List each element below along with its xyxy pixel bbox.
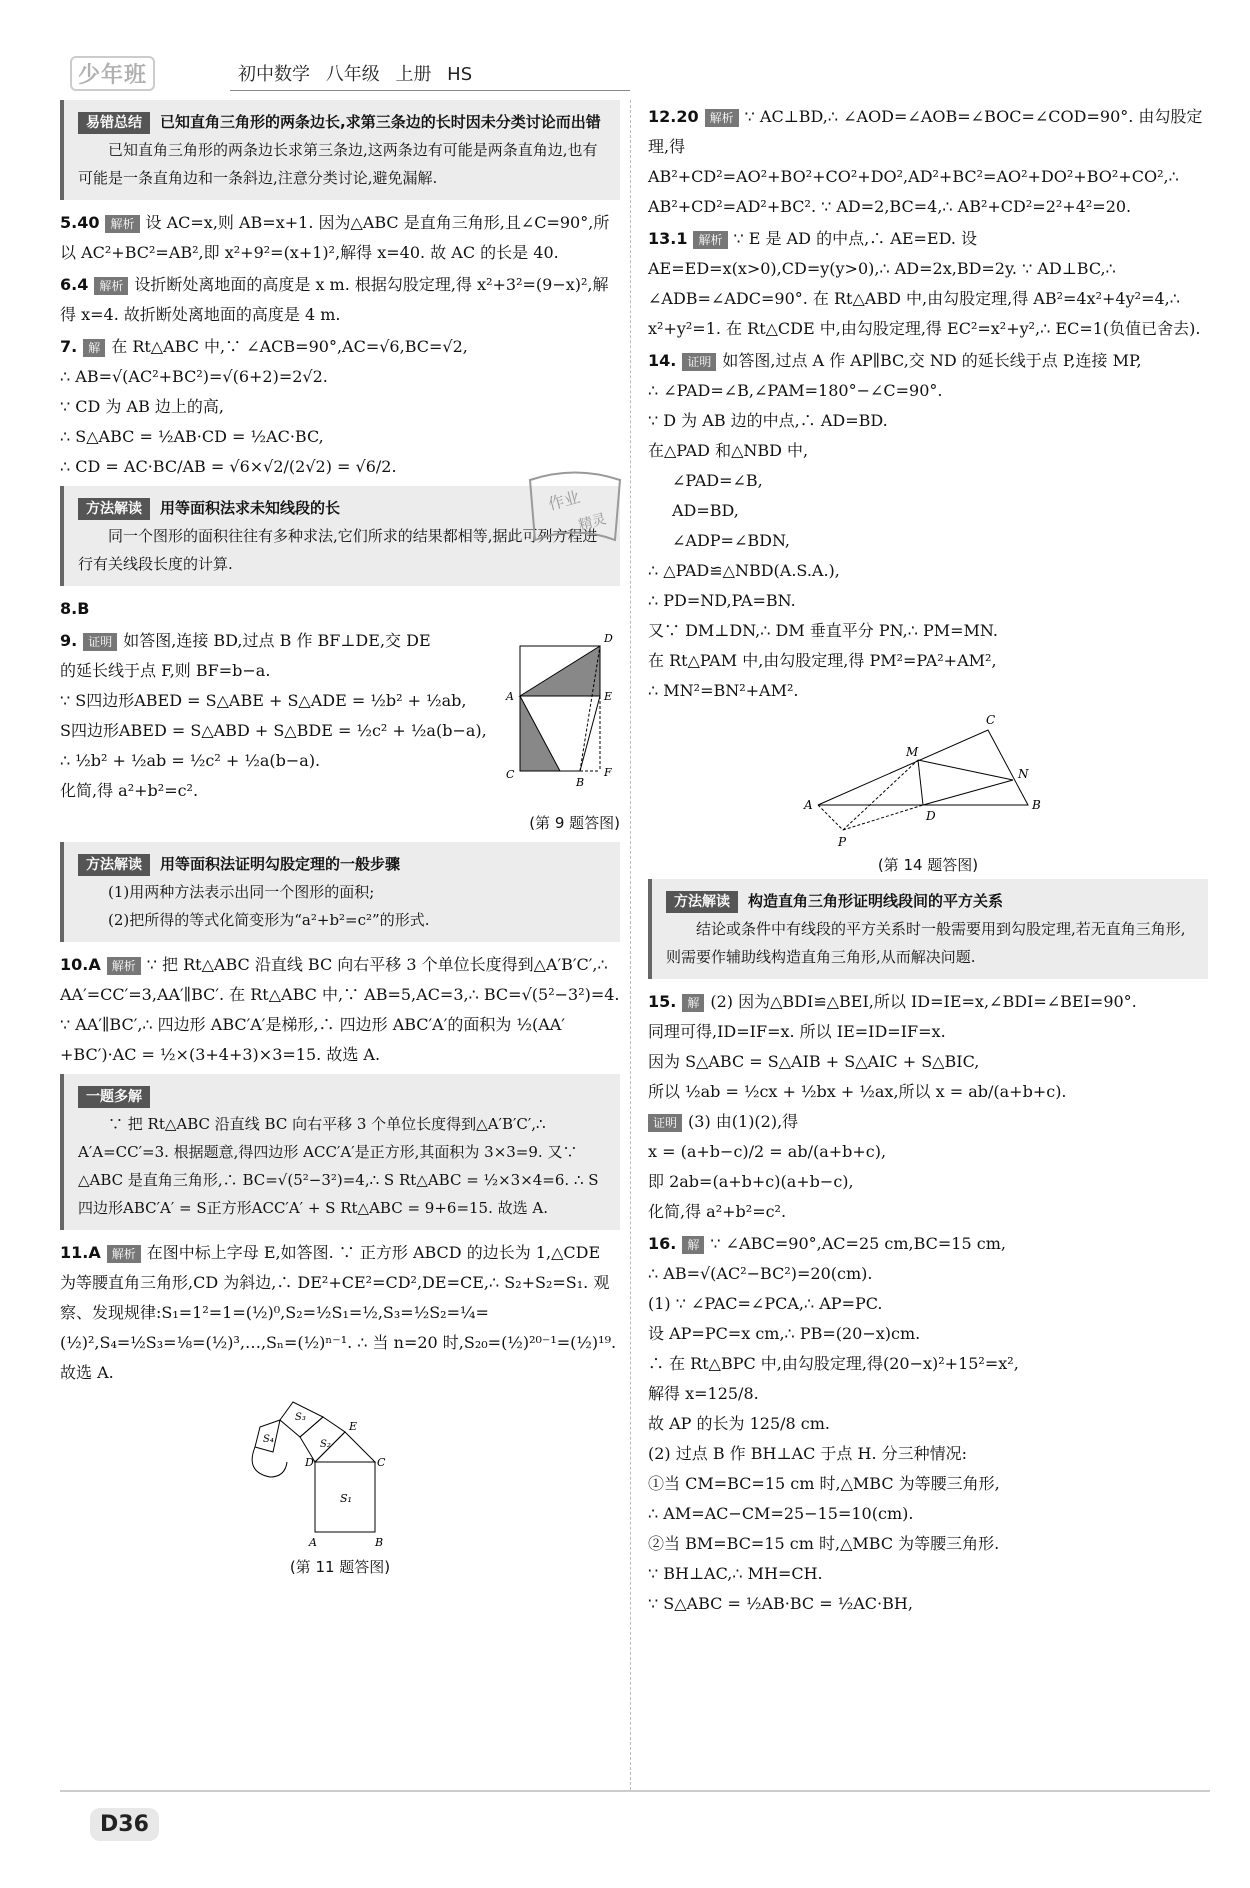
q16-line: (1) ∵ ∠PAC=∠PCA,∴ AP=PC. [648,1294,883,1313]
svg-text:D: D [305,1456,314,1469]
q9-mark: 证明 [83,633,117,651]
q15-line: (3) 由(1)(2),得 [688,1112,799,1131]
svg-text:M: M [906,745,919,759]
q9-line: ∴ ½b² + ½ab = ½c² + ½a(b−a). [60,751,321,770]
q7-line: ∵ CD 为 AB 边上的高, [60,397,224,416]
method-line: (1)用两种方法表示出同一个图形的面积; [108,883,375,901]
book-info: 初中数学 八年级 上册 HS [238,64,473,85]
q10-text: ∵ 把 Rt△ABC 沿直线 BC 向右平移 3 个单位长度得到△A′B′C′,∴ AA′=CC′=3,AA′∥BC′. 在 Rt△ABC 中,∵ AB=5,AC=3,∴ BC=√(5²−3²)=4. ∵ AA′∥BC′,∴ 四边形 ABC′A′是梯形,∴ 四边形 ABC′A′的面积为 ½(AA′+BC′)·AC = ½×(3+4+3)×3=15. 故选 A. [60,955,620,1064]
question-5 [60,208,620,268]
q9-number: 9. [60,631,78,650]
q12-mark: 解析 [705,109,739,127]
q5-text: 设 AC=x,则 AB=x+1. 因为△ABC 是直角三角形,且∠C=90°,所以 AC²+BC²=AB²,即 x²+9²=(x+1)²,解得 x=40. 故 AC 的长是 40. [60,213,610,262]
method-title: 用等面积法求未知线段的长 [160,499,341,517]
q16-line: (2) 过点 B 作 BH⊥AC 于点 H. 分三种情况: [648,1444,968,1463]
method-box-3 [648,879,1208,979]
q5-number: 5.40 [60,213,100,232]
q9-figure [500,626,620,796]
svg-text:C: C [986,713,996,727]
q16-number: 16. [648,1234,677,1253]
q16-line: ∵ S△ABC = ½AB·BC = ½AC·BH, [648,1594,913,1613]
method-tag: 方法解读 [666,891,738,913]
multi-solution-tag: 一题多解 [78,1086,150,1108]
method-body: 结论或条件中有线段的平方关系时一般需要用到勾股定理,若无直角三角形,则需要作辅助线构造直角三角形,从而解决问题. [666,920,1186,966]
q12-number: 12.20 [648,107,699,126]
q7-line: ∴ AB=√(AC²+BC²)=√(6+2)=2√2. [60,367,328,386]
svg-text:D: D [604,632,613,645]
stamp-logo [520,460,630,550]
q14-line: ∴ PD=ND,PA=BN. [648,591,796,610]
q15-line: 即 2ab=(a+b+c)(a+b−c), [648,1172,854,1191]
q10-mark: 解析 [107,957,141,975]
page-header [60,52,640,92]
multi-solution-box [60,1074,620,1230]
question-8 [60,594,620,624]
q7-line: 在 Rt△ABC 中,∵ ∠ACB=90°,AC=√6,BC=√2, [111,337,468,356]
svg-text:F: F [604,766,612,779]
q16-line: ∵ BH⊥AC,∴ MH=CH. [648,1564,823,1583]
q15-line: 因为 S△ABC = S△AIB + S△AIC + S△BIC, [648,1052,980,1071]
q15-line: x = (a+b−c)/2 = ab/(a+b+c), [648,1142,887,1161]
q14-mark: 证明 [682,353,716,371]
q11-number: 11.A [60,1243,101,1262]
q15-mark: 解 [682,994,704,1012]
question-15 [648,987,1208,1227]
question-10 [60,950,620,1070]
q16-line: ∵ ∠ABC=90°,AC=25 cm,BC=15 cm, [710,1234,1006,1253]
q15-line: (2) 因为△BDI≌△BEI,所以 ID=IE=x,∠BDI=∠BEI=90°. [710,992,1137,1011]
question-11 [60,1238,620,1388]
q16-line: ①当 CM=BC=15 cm 时,△MBC 为等腰三角形, [648,1474,1000,1493]
q16-line: 设 AP=PC=x cm,∴ PB=(20−x)cm. [648,1324,921,1343]
q15-number: 15. [648,992,677,1011]
error-summary-tag: 易错总结 [78,112,150,134]
svg-text:B: B [576,776,585,789]
q15-line: 所以 ½ab = ½cx + ½bx + ½ax,所以 x = ab/(a+b+c). [648,1082,1067,1101]
q9-line: 化简,得 a²+b²=c². [60,781,199,800]
footer-rule [60,1790,1210,1792]
q16-line: 解得 x=125/8. [648,1384,759,1403]
q11-text: 在图中标上字母 E,如答图. ∵ 正方形 ABCD 的边长为 1,△CDE 为等腰直角三角形,CD 为斜边,∴ DE²+CE²=CD²,DE=CE,∴ S₂+S₂=S₁. 观察、发现规律:S₁=1²=1=(½)⁰,S₂=½S₁=½,S₃=½S₂=¼=(½)²,S₄=½S₃=⅛=(½)³,…,Sₙ=(½)ⁿ⁻¹. ∴ 当 n=20 时,S₂₀=(½)²⁰⁻¹=(½)¹⁹. 故选 A. [60,1243,617,1382]
question-13 [648,224,1208,344]
q14-line: 在△PAD 和△NBD 中, [648,441,809,460]
q7-line: ∴ S△ABC = ½AB·CD = ½AC·BC, [60,427,324,446]
question-12 [648,102,1208,222]
q14-line: ∴ ∠PAD=∠B,∠PAM=180°−∠C=90°. [648,381,943,400]
svg-text:C: C [377,1456,386,1469]
q7-mark: 解 [83,339,105,357]
svg-text:S₄: S₄ [263,1434,274,1445]
svg-text:S₃: S₃ [295,1412,306,1423]
question-6 [60,270,620,330]
svg-text:B: B [375,1536,384,1549]
method-box-2 [60,842,620,942]
method-tag: 方法解读 [78,854,150,876]
svg-text:P: P [838,835,847,849]
q16-line: ②当 BM=BC=15 cm 时,△MBC 为等腰三角形. [648,1534,1000,1553]
left-column [60,96,620,1577]
svg-text:S₂: S₂ [320,1439,331,1450]
method-line: (2)把所得的等式化简变形为“a²+b²=c²”的形式. [108,911,430,929]
q14-line: 又∵ DM⊥DN,∴ DM 垂直平分 PN,∴ PM=MN. [648,621,998,640]
q16-line: ∴ AB=√(AC²−BC²)=20(cm). [648,1264,873,1283]
q14-number: 14. [648,351,677,370]
q11-mark: 解析 [107,1245,141,1263]
q9-line: 的延长线于点 F,则 BF=b−a. [60,661,271,680]
svg-text:S₁: S₁ [340,1492,352,1505]
q14-line: ∴ MN²=BN²+AM². [648,681,799,700]
svg-text:B: B [1032,798,1041,812]
q16-line: ∴ 在 Rt△BPC 中,由勾股定理,得(20−x)²+15²=x², [648,1354,1019,1373]
method-title: 用等面积法证明勾股定理的一般步骤 [160,855,401,873]
q6-mark: 解析 [94,277,128,295]
multi-solution-body: ∵ 把 Rt△ABC 沿直线 BC 向右平移 3 个单位长度得到△A′B′C′,∴ A′A=CC′=3. 根据题意,得四边形 ACC′A′是正方形,其面积为 3×3=9. 又∵ △ABC 是直角三角形,∴ BC=√(5²−3²)=4,∴ S Rt△ABC = ½×3×4=6. ∴ S四边形ABC′A′ = S正方形ACC′A′ + S Rt△ABC = 9+6=15. 故选 A. [78,1115,599,1217]
q14-line: ∵ D 为 AB 边的中点,∴ AD=BD. [648,411,888,430]
q9-caption: (第 9 题答图) [529,814,620,832]
q9-line: 如答图,连接 BD,过点 B 作 BF⊥DE,交 DE [123,631,431,650]
q14-line: AD=BD, [672,501,739,520]
method-body: 同一个图形的面积往往有多种求法,它们所求的结果都相等,据此可列方程进行有关线段长度的计算. [78,527,598,573]
method-tag: 方法解读 [78,498,150,520]
q11-caption: (第 11 题答图) [289,1558,391,1576]
brand-logo: 少年班 [70,56,155,91]
q7-line: ∴ CD = AC·BC/AB = √6×√2/(2√2) = √6/2. [60,457,397,476]
q14-figure [798,710,1058,850]
svg-text:A: A [309,1536,317,1549]
q16-line: ∴ AM=AC−CM=25−15=10(cm). [648,1504,914,1523]
q5-mark: 解析 [105,215,139,233]
q8-number: 8.B [60,599,90,618]
q11-figure [225,1392,455,1552]
question-14 [648,346,1208,706]
right-column [648,100,1208,1621]
q14-caption: (第 14 题答图) [877,856,979,874]
q7-number: 7. [60,337,78,356]
svg-text:A: A [506,690,514,703]
column-divider [630,100,631,1790]
svg-text:D: D [926,809,936,823]
svg-text:N: N [1018,767,1029,781]
q14-line: ∠ADP=∠BDN, [672,531,791,550]
q14-line: ∴ △PAD≌△NBD(A.S.A.), [648,561,840,580]
q10-number: 10.A [60,955,101,974]
q15-mark: 证明 [648,1114,682,1132]
error-summary-title: 已知直角三角形的两条边长,求第三条边的长时因未分类讨论而出错 [160,113,601,131]
error-summary-box [60,100,620,200]
stamp-icon [520,460,630,550]
page-number: D36 [90,1808,159,1841]
q15-line: 同理可得,ID=IF=x. 所以 IE=ID=IF=x. [648,1022,946,1041]
header-rule [230,90,630,91]
q16-mark: 解 [682,1236,704,1254]
q14-line: 在 Rt△PAM 中,由勾股定理,得 PM²=PA²+AM², [648,651,997,670]
q6-number: 6.4 [60,275,89,294]
q12-text: ∵ AC⊥BD,∴ ∠AOD=∠AOB=∠BOC=∠COD=90°. 由勾股定理,得 AB²+CD²=AO²+BO²+CO²+DO²,AD²+BC²=AO²+DO²+BO²+CO²,∴ AB²+CD²=AD²+BC². ∵ AD=2,BC=4,∴ AB²+CD²=2²+4²=20. [648,107,1203,216]
q6-text: 设折断处离地面的高度是 x m. 根据勾股定理,得 x²+3²=(9−x)²,解得 x=4. 故折断处离地面的高度是 4 m. [60,275,609,324]
stamp-text: 精灵 [576,511,609,534]
q16-line: 故 AP 的长为 125/8 cm. [648,1414,830,1433]
svg-text:E: E [349,1420,358,1433]
svg-text:A: A [804,798,813,812]
error-summary-body: 已知直角三角形的两条边长求第三条边,这两条边有可能是两条直角边,也有可能是一条直角边和一条斜边,注意分类讨论,避免漏解. [78,141,598,187]
q14-line: 如答图,过点 A 作 AP∥BC,交 ND 的延长线于点 P,连接 MP, [722,351,1142,370]
q9-line: S四边形ABED = S△ABD + S△BDE = ½c² + ½a(b−a), [60,721,487,740]
question-16 [648,1229,1208,1619]
q9-line: ∵ S四边形ABED = S△ABE + S△ADE = ½b² + ½ab, [60,691,467,710]
stamp-text: 作业 [546,487,582,514]
q13-text: ∵ E 是 AD 的中点,∴ AE=ED. 设 AE=ED=x(x>0),CD=y(y>0),∴ AD=2x,BD=2y. ∵ AD⊥BC,∴ ∠ADB=∠ADC=90°. 在 Rt△ABD 中,由勾股定理,得 AB²=4x²+4y²=4,∴ x²+y²=1. 在 Rt△CDE 中,由勾股定理,得 EC²=x²+y²,∴ EC=1(负值已舍去). [648,229,1201,338]
q14-line: ∠PAD=∠B, [672,471,763,490]
q13-number: 13.1 [648,229,688,248]
q15-line: 化简,得 a²+b²=c². [648,1202,787,1221]
svg-text:C: C [506,768,515,781]
method-title: 构造直角三角形证明线段间的平方关系 [748,892,1004,910]
q13-mark: 解析 [693,231,727,249]
question-9 [60,626,620,838]
svg-text:E: E [604,690,613,703]
